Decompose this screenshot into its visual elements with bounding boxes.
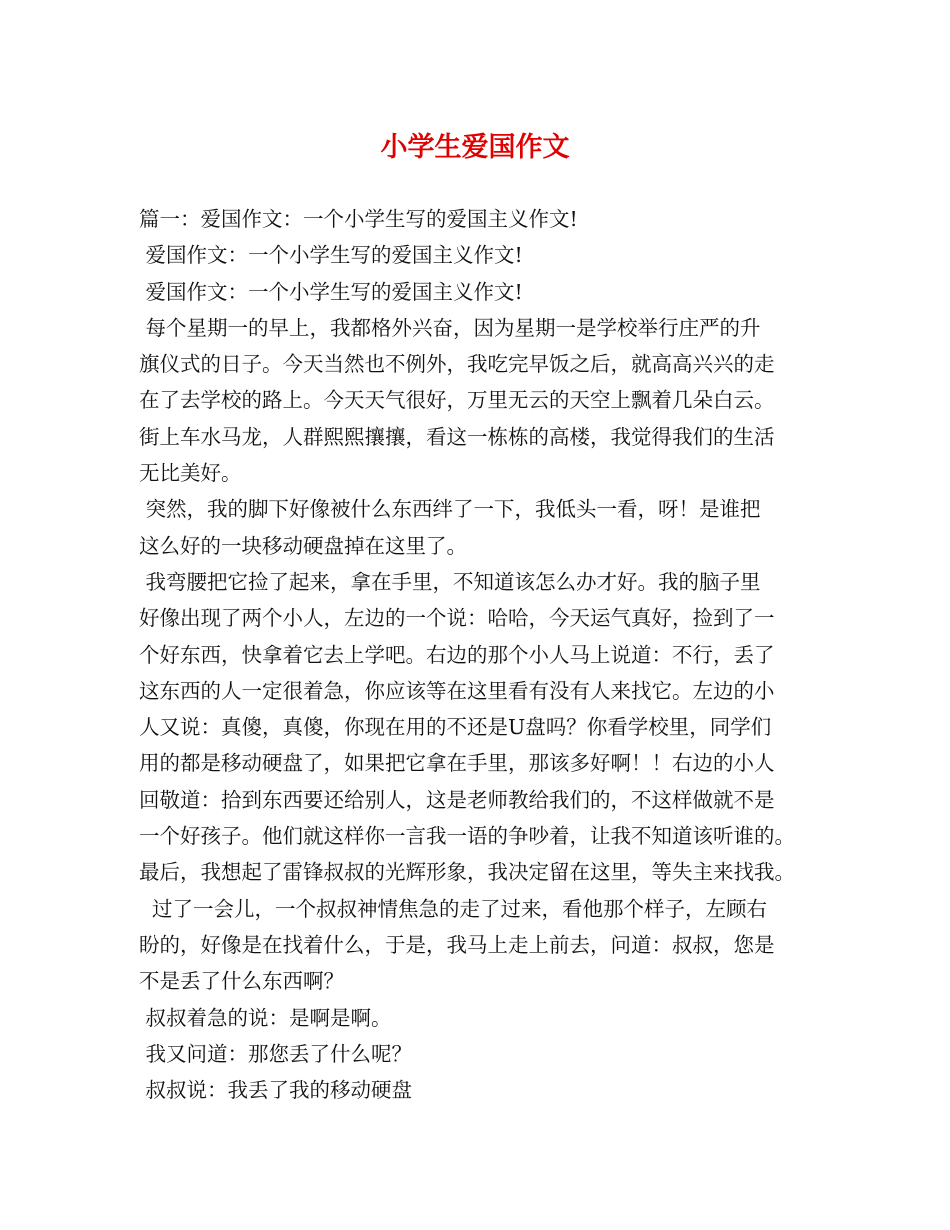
text-line: 我弯腰把它捡了起来，拿在手里，不知道该怎么办才好。我的脑子里 <box>139 569 761 594</box>
document-title: 小学生爱国作文 <box>380 132 570 163</box>
text-line: 好像出现了两个小人，左边的一个说：哈哈，今天运气真好，捡到了一 <box>139 606 775 631</box>
text-line: 爱国作文：一个小学生写的爱国主义作文! <box>139 243 523 268</box>
text-line: 篇一：爱国作文：一个小学生写的爱国主义作文! <box>139 207 578 231</box>
text-line: 过了一会儿，一个叔叔神情焦急的走了过来，看他那个样子，左顾右 <box>139 896 768 921</box>
text-line: 无比美好。 <box>139 461 242 486</box>
text-line: 盼的，好像是在找着什么，于是，我马上走上前去，问道：叔叔，您是 <box>139 932 775 957</box>
text-line: 用的都是移动硬盘了，如果把它拿在手里，那该多好啊！！右边的小人 <box>139 751 775 776</box>
text-line: 个好东西，快拿着它去上学吧。右边的那个小人马上说道：不行，丢了 <box>139 642 775 667</box>
text-line: 这么好的一块移动硬盘掉在这里了。 <box>139 533 467 558</box>
text-line: 每个星期一的早上，我都格外兴奋，因为星期一是学校举行庄严的升 <box>139 315 761 340</box>
text-line: 不是丢了什么东西啊？ <box>139 969 344 994</box>
text-line: 一个好孩子。他们就这样你一言我一语的争吵着，让我不知道该听谁的。 <box>139 824 795 849</box>
text-line: 突然，我的脚下好像被什么东西绊了一下，我低头一看，呀！是谁把 <box>139 497 761 522</box>
text-line: 在了去学校的路上。今天天气很好，万里无云的天空上飘着几朵白云。 <box>139 388 775 413</box>
text-line: 叔叔说：我丢了我的移动硬盘 <box>139 1078 413 1103</box>
document-body <box>139 201 819 1108</box>
text-line: 爱国作文：一个小学生写的爱国主义作文! <box>139 279 523 304</box>
text-line: 人又说：真傻，真傻，你现在用的不还是U盘吗？你看学校里，同学们 <box>139 715 772 740</box>
text-line: 街上车水马龙，人群熙熙攘攘，看这一栋栋的高楼，我觉得我们的生活 <box>139 424 775 449</box>
text-line: 我又问道：那您丢了什么呢？ <box>139 1041 413 1066</box>
text-line: 这东西的人一定很着急，你应该等在这里看有没有人来找它。左边的小 <box>139 678 775 703</box>
text-line: 最后，我想起了雷锋叔叔的光辉形象，我决定留在这里，等失主来找我。 <box>139 860 795 885</box>
text-line: 旗仪式的日子。今天当然也不例外，我吃完早饭之后，就高高兴兴的走 <box>139 352 775 377</box>
text-line: 回敬道：拾到东西要还给别人，这是老师教给我们的，不这样做就不是 <box>139 787 775 812</box>
text-line: 叔叔着急的说：是啊是啊。 <box>139 1005 392 1030</box>
